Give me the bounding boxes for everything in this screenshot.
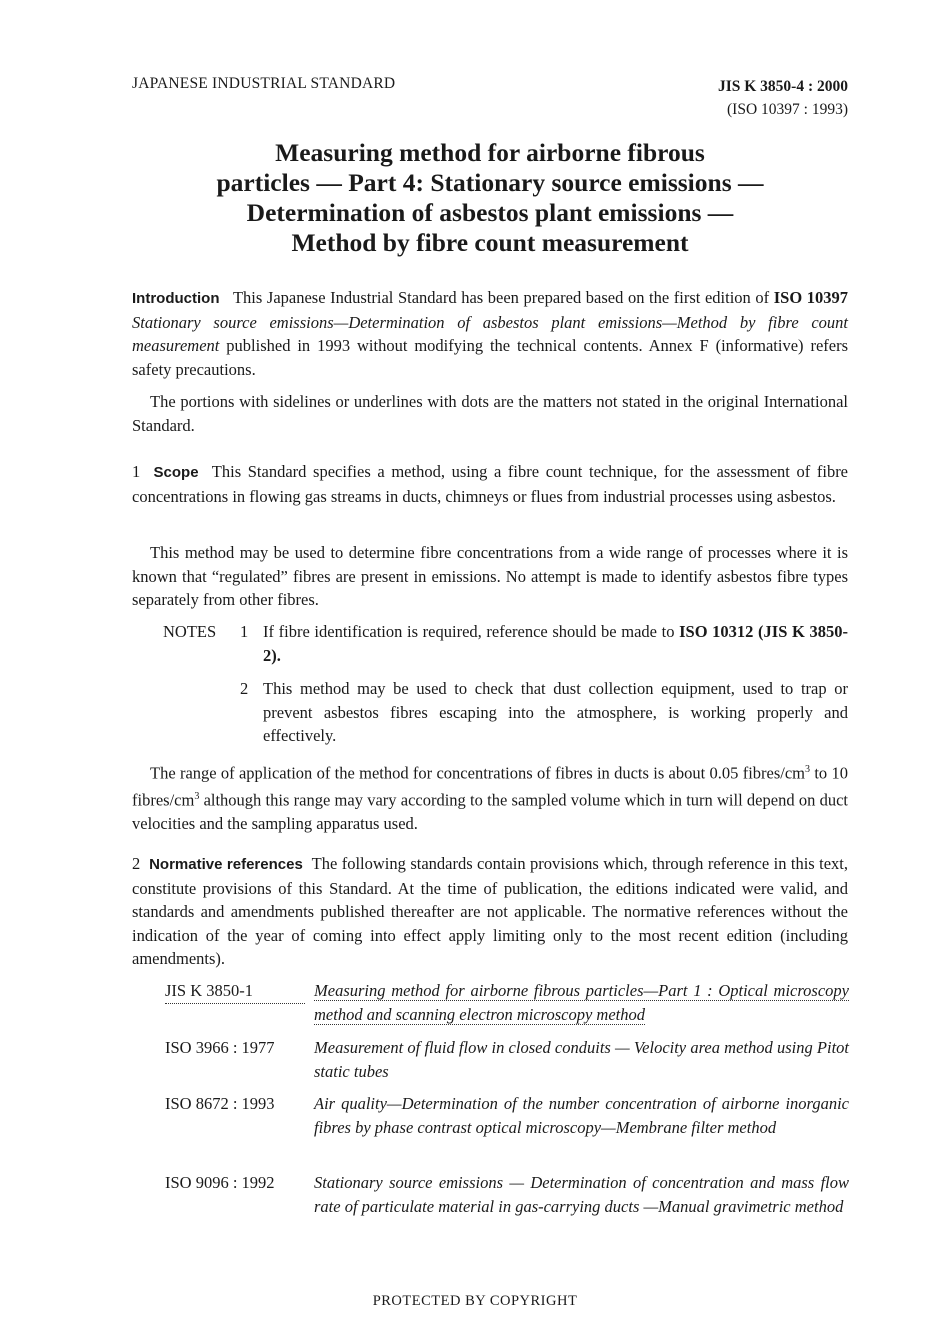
note-1-body: If fibre identification is required, reference should be made to [263, 622, 680, 641]
title-line-1: Measuring method for airborne fibrous [275, 138, 705, 167]
introduction-paragraph [132, 286, 848, 381]
note-2-number: 2 [240, 679, 249, 698]
title-line-4: Method by fibre count measurement [291, 228, 689, 257]
title-line-2: particles — Part 4: Stationary source emissions — [216, 168, 764, 197]
standard-number: JIS K 3850-4 : 2000 [717, 78, 848, 95]
range-text-1: The range of application of the method for concentrations of fibres in ducts is about 0.05 fibres/cm [150, 763, 806, 783]
reference-title: Measuring method for airborne fibrous particles—Part 1 : Optical microscopy method and scanning electron microscopy method [314, 981, 849, 1024]
introduction-heading: Introduction [132, 290, 220, 307]
scope-number: 1 [132, 462, 141, 481]
reference-title: Stationary source emissions — Determination of concentration and mass flow rate of particulate material in gas-carrying ducts —Manual gravimetric method [314, 1173, 849, 1216]
scope-text: This Standard specifies a method, using a fibre count technique, for the assessment of fibre concentrations in flowing gas streams in ducts, chimneys or flues from industrial processes using asbestos. [132, 462, 849, 506]
note-1-text [263, 620, 848, 667]
reference-title: Measurement of fluid flow in closed conduits — Velocity area method using Pitot static tubes [314, 1038, 849, 1081]
range-text-2: to 10 fibres/cm [132, 763, 848, 810]
header-standard-block [718, 75, 848, 121]
normative-number: 2 [132, 854, 141, 873]
reference-code: JIS K 3850-1 [165, 979, 305, 1004]
title-line-3: Determination of asbestos plant emissions — [246, 198, 734, 227]
reference-code: ISO 9096 : 1992 [165, 1173, 275, 1192]
introduction-iso-title: Stationary source emissions—Determination of asbestos plant emissions—Method by fibre count measurement [132, 312, 848, 355]
reference-title: Air quality—Determination of the number concentration of airborne inorganic fibres by phase contrast optical microscopy—Membrane filter method [314, 1094, 849, 1137]
scope-heading: Scope [153, 464, 199, 481]
note-1-number: 1 [240, 622, 249, 641]
normative-heading: Normative references [149, 856, 303, 873]
iso-equivalent: (ISO 10397 : 1993) [727, 101, 848, 118]
header-left: JAPANESE INDUSTRIAL STANDARD [132, 75, 396, 92]
note-1-reference: ISO 10312 (JIS K 3850-2). [263, 622, 849, 665]
superscript-2: 3 [194, 791, 200, 802]
footer-copyright: PROTECTED BY COPYRIGHT [372, 1293, 578, 1309]
introduction-paragraph-2: The portions with sidelines or underlines with dots are the matters not stated in the original International Standard. [132, 392, 848, 435]
reference-code: ISO 3966 : 1977 [165, 1038, 275, 1057]
document-title [132, 138, 848, 258]
superscript-1: 3 [805, 764, 811, 775]
scope-paragraph [132, 460, 848, 508]
notes-label: NOTES [163, 622, 217, 641]
note-2-text: This method may be used to check that dust collection equipment, used to trap or prevent asbestos fibres escaping into the atmosphere, is working properly and effectively. [263, 679, 848, 745]
range-text-3: although this range may vary according to the sampled volume which in turn will depend on duct velocities and the sampling apparatus used. [132, 790, 848, 833]
range-paragraph [132, 758, 848, 836]
normative-references-paragraph [132, 852, 848, 971]
introduction-text-2: published in 1993 without modifying the technical contents. Annex F (informative) refers safety precautions. [132, 336, 848, 379]
normative-text: The following standards contain provisions which, through reference in this text, constitute provisions of this Standard. At the time of publication, the editions indicated were valid, and standards and amendments published thereafter are not applicable. The normative references without the indication of the year of coming into effect apply limiting only to the most recent edition (including amendments). [132, 854, 848, 968]
reference-code: ISO 8672 : 1993 [165, 1094, 275, 1113]
scope-paragraph-2: This method may be used to determine fibre concentrations from a wide range of processes where it is known that “regulated” fibres are present in emissions. No attempt is made to identify asbestos fibre types separately from other fibres. [132, 543, 848, 609]
introduction-iso-ref: ISO 10397 [773, 288, 849, 307]
introduction-text-1: This Japanese Industrial Standard has been prepared based on the first edition of [232, 288, 774, 307]
